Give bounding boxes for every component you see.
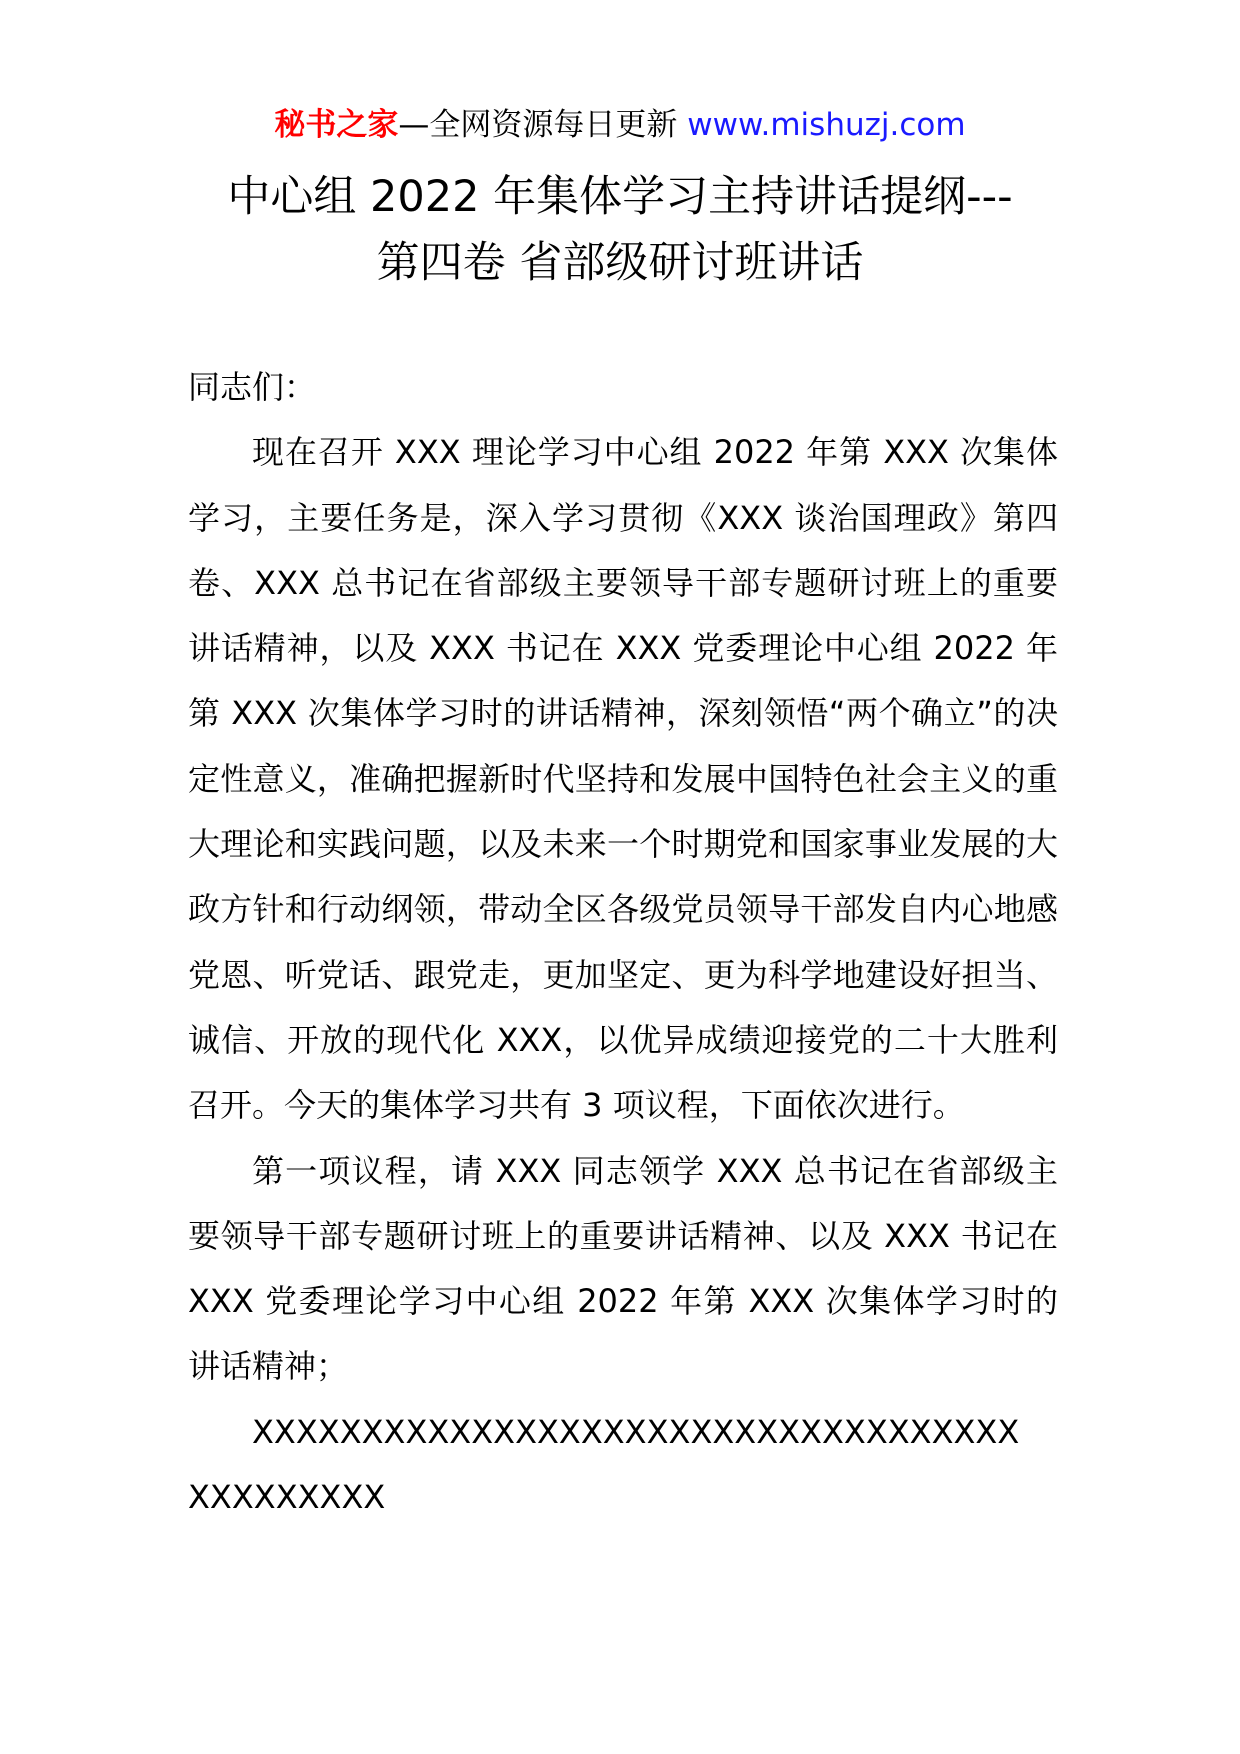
salutation: 同志们： xyxy=(188,368,317,406)
placeholder-line-2: XXXXXXXXX xyxy=(188,1478,386,1517)
document-body xyxy=(188,355,1058,1530)
paragraph-intro: 现在召开 XXX 理论学习中心组 2022 年第 XXX 次集体学习，主要任务是，深入学习贯彻《XXX 谈治国理政》第四卷、XXX 总书记在省部级主要领导干部专题研讨班上的重要讲话精神，以及 XXX 书记在 XXX 党委理论中心组 2022 年第 XXX 次集体学习时的讲话精神，深刻领悟“两个确立”的决定性意义，准确把握新时代坚持和发展中国特色社会主义的重大理论和实践问题，以及未来一个时期党和国家事业发展的大政方针和行动纲领，带动全区各级党员领导干部发自内心地感党恩、听党话、跟党走，更加坚定、更为科学地建设好担当、诚信、开放的现代化 XXX，以优异成绩迎接党的二十大胜利召开。今天的集体学习共有 3 项议程，下面依次进行。 xyxy=(188,433,1058,1125)
site-header xyxy=(0,100,1240,150)
paragraph-agenda-item-1: 第一项议程，请 XXX 同志领学 XXX 总书记在省部级主要领导干部专题研讨班上的重要讲话精神、以及 XXX 书记在 XXX 党委理论学习中心组 2022 年第 XXX 次集体学习时的讲话精神； xyxy=(188,1151,1058,1386)
title-line-2: 第四卷 省部级研讨班讲话 xyxy=(376,238,864,288)
title-line-1: 中心组 2022 年集体学习主持讲话提纲--- xyxy=(227,172,1013,222)
document-title xyxy=(150,164,1090,296)
placeholder-line-1: XXXXXXXXXXXXXXXXXXXXXXXXXXXXXXXXXXX xyxy=(252,1412,1020,1451)
brand-name: 秘书之家 xyxy=(274,107,399,143)
site-url-link[interactable]: www.mishuzj.com xyxy=(687,107,966,143)
header-tagline: —全网资源每日更新 xyxy=(398,107,688,143)
